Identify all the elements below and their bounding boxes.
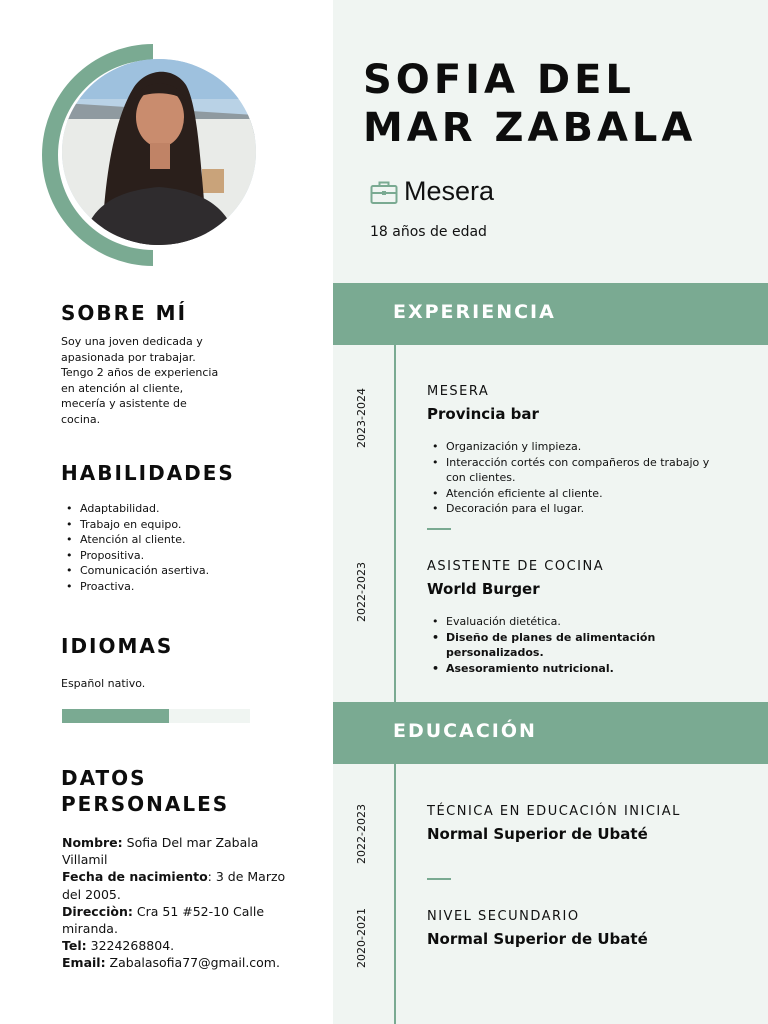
- skill-item: • Trabajo en equipo.: [61, 517, 209, 533]
- experience-band: [333, 283, 768, 345]
- about-line: en atención al cliente,: [61, 381, 184, 395]
- education-title: TÉCNICA EN EDUCACIÓN INICIAL: [427, 804, 681, 819]
- about-heading: SOBRE MÍ: [61, 301, 188, 325]
- personal-data: [62, 834, 302, 972]
- birth-label: Fecha de nacimiento: [62, 869, 208, 885]
- name-value: Sofia Del mar Zabala Villamil: [62, 835, 259, 868]
- role-row: [370, 176, 494, 207]
- entry-separator: [427, 878, 451, 880]
- education-years: 2020-2021: [355, 908, 368, 968]
- job-years: 2022-2023: [355, 562, 368, 622]
- phone-value: 3224268804.: [86, 938, 175, 954]
- job-task: • Diseño de planes de alimentación personalizados.: [427, 630, 657, 661]
- job-task: • Decoración para el lugar.: [427, 501, 727, 517]
- about-line: Soy una joven dedicada y: [61, 335, 203, 348]
- about-line: apasionada por trabajar.: [61, 350, 196, 364]
- education-years: 2022-2023: [355, 804, 368, 864]
- address-value: Cra 51 #52-10 Calle miranda.: [62, 903, 265, 937]
- full-name: [363, 56, 753, 152]
- profile-photo: [62, 59, 256, 245]
- skill-item: • Propositiva.: [61, 548, 209, 564]
- job-title: ASISTENTE DE COCINA: [427, 559, 605, 574]
- name-label: Nombre:: [62, 835, 123, 850]
- experience-timeline-line: [394, 345, 396, 702]
- job-place: World Burger: [427, 580, 540, 598]
- job-task: • Evaluación dietética.: [427, 614, 657, 630]
- education-place: Normal Superior de Ubaté: [427, 930, 648, 948]
- job-task: • Organización y limpieza.: [427, 439, 727, 455]
- about-text: [61, 334, 218, 428]
- job-place: Provincia bar: [427, 405, 539, 423]
- entry-separator: [427, 528, 451, 530]
- address-label: Direcciòn:: [62, 903, 133, 919]
- about-line: mecería y asistente de: [61, 397, 187, 411]
- education-band: [333, 702, 768, 764]
- experience-heading: EXPERIENCIA: [393, 301, 556, 323]
- skill-item: • Adaptabilidad.: [61, 501, 209, 517]
- skills-list: [61, 501, 209, 595]
- languages-heading: IDIOMAS: [61, 634, 174, 658]
- personal-heading-line-2: PERSONALES: [61, 792, 230, 816]
- job-tasks-list: [427, 439, 727, 517]
- skill-item: • Comunicación asertiva.: [61, 563, 209, 579]
- job-task: • Atención eficiente al cliente.: [427, 486, 727, 502]
- education-heading: EDUCACIÓN: [393, 720, 537, 742]
- personal-heading: [61, 765, 229, 817]
- email-value: Zabalasofia77@gmail.com.: [105, 955, 280, 971]
- skills-heading: HABILIDADES: [61, 461, 235, 485]
- job-title: MESERA: [427, 384, 490, 399]
- birth-value: : 3 de Marzo del 2005.: [62, 869, 286, 902]
- education-title: NIVEL SECUNDARIO: [427, 909, 580, 924]
- about-line: Tengo 2 años de experiencia: [61, 366, 219, 380]
- about-line: cocina.: [61, 412, 101, 426]
- education-place: Normal Superior de Ubaté: [427, 825, 648, 843]
- email-label: Email:: [62, 955, 106, 971]
- age: 18 años de edad: [370, 224, 487, 240]
- job-task: • Asesoramiento nutricional.: [427, 661, 657, 677]
- language-level-fill: [62, 709, 169, 723]
- job-task: • Interacción cortés con compañeros de trabajo y con clientes.: [427, 455, 727, 486]
- name-line-2: MAR ZABALA: [363, 105, 697, 151]
- job-role: Mesera: [404, 176, 495, 206]
- job-years: 2023-2024: [355, 388, 368, 448]
- language-level-bar: [62, 709, 250, 723]
- education-timeline-line: [394, 764, 396, 1024]
- skill-item: • Proactiva.: [61, 579, 209, 595]
- name-line-1: SOFIA DEL: [363, 57, 635, 103]
- briefcase-icon: [370, 179, 398, 205]
- personal-heading-line-1: DATOS: [61, 766, 147, 790]
- language-text: Español nativo.: [61, 677, 146, 690]
- skill-item: • Atención al cliente.: [61, 532, 209, 548]
- job-tasks-list: [427, 614, 657, 676]
- phone-label: Tel:: [62, 938, 87, 954]
